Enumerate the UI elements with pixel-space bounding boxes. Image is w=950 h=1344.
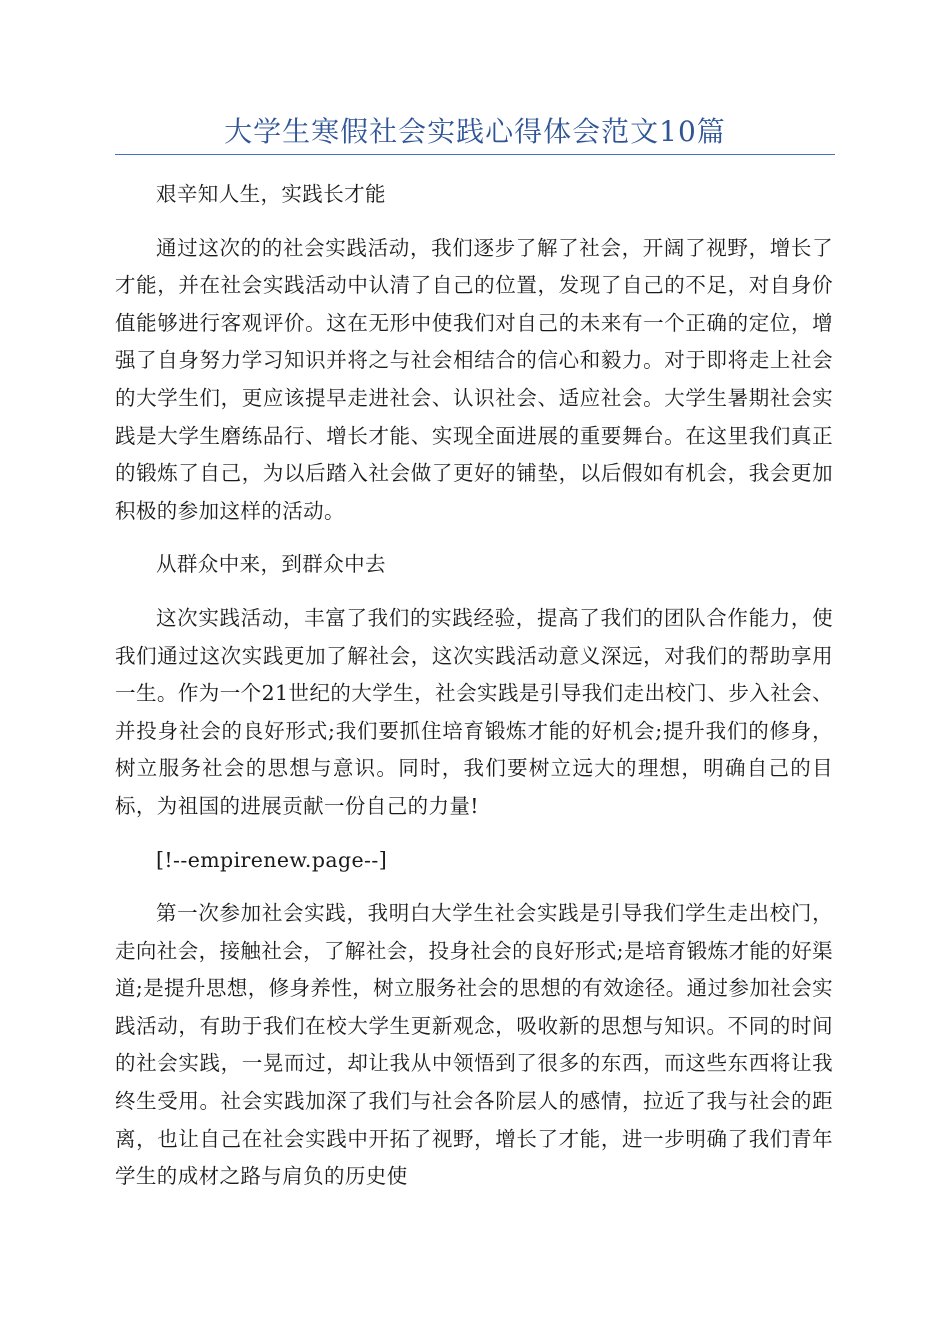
document-body xyxy=(115,176,833,1196)
document-title: 大学生寒假社会实践心得体会范文10篇 xyxy=(224,115,726,148)
title-underline xyxy=(115,154,835,155)
section-heading: 从群众中来，到群众中去 xyxy=(156,552,386,577)
body-paragraph: 第一次参加社会实践，我明白大学生社会实践是引导我们学生走出校门，走向社会，接触社会，了解社会，投身社会的良好形式;是培育锻炼才能的好渠道;是提升思想，修身养性，树立服务社会的思想的有效途径。通过参加社会实践活动，有助于我们在校大学生更新观念，吸收新的思想与知识。不同的时间的社会实践，一晃而过，却让我从中领悟到了很多的东西，而这些东西将让我终生受用。社会实践加深了我们与社会各阶层人的感情，拉近了我与社会的距离，也让自己在社会实践中开拓了视野，增长了才能，进一步明确了我们青年学生的成材之路与肩负的历史使 xyxy=(115,901,833,1189)
body-paragraph: 通过这次的的社会实践活动，我们逐步了解了社会，开阔了视野，增长了才能，并在社会实践活动中认清了自己的位置，发现了自己的不足，对自身价值能够进行客观评价。这在无形中使我们对自己的未来有一个正确的定位，增强了自身努力学习知识并将之与社会相结合的信心和毅力。对于即将走上社会的大学生们，更应该提早走进社会、认识社会、适应社会。大学生暑期社会实践是大学生磨练品行、增长才能、实现全面进展的重要舞台。在这里我们真正的锻炼了自己，为以后踏入社会做了更好的铺垫，以后假如有机会，我会更加积极的参加这样的活动。 xyxy=(115,235,833,523)
page-break-marker: [!--empirenew.page--] xyxy=(156,847,388,872)
section-heading: 艰辛知人生，实践长才能 xyxy=(156,182,386,206)
body-paragraph: 这次实践活动，丰富了我们的实践经验，提高了我们的团队合作能力，使我们通过这次实践更加了解社会，这次实践活动意义深远，对我们的帮助享用一生。作为一个21世纪的大学生，社会实践是引导我们走出校门、步入社会、并投身社会的良好形式;我们要抓住培育锻炼才能的好机会;提升我们的修身，树立服务社会的思想与意识。同时，我们要树立远大的理想，明确自己的目标，为祖国的进展贡献一份自己的力量! xyxy=(115,605,833,818)
